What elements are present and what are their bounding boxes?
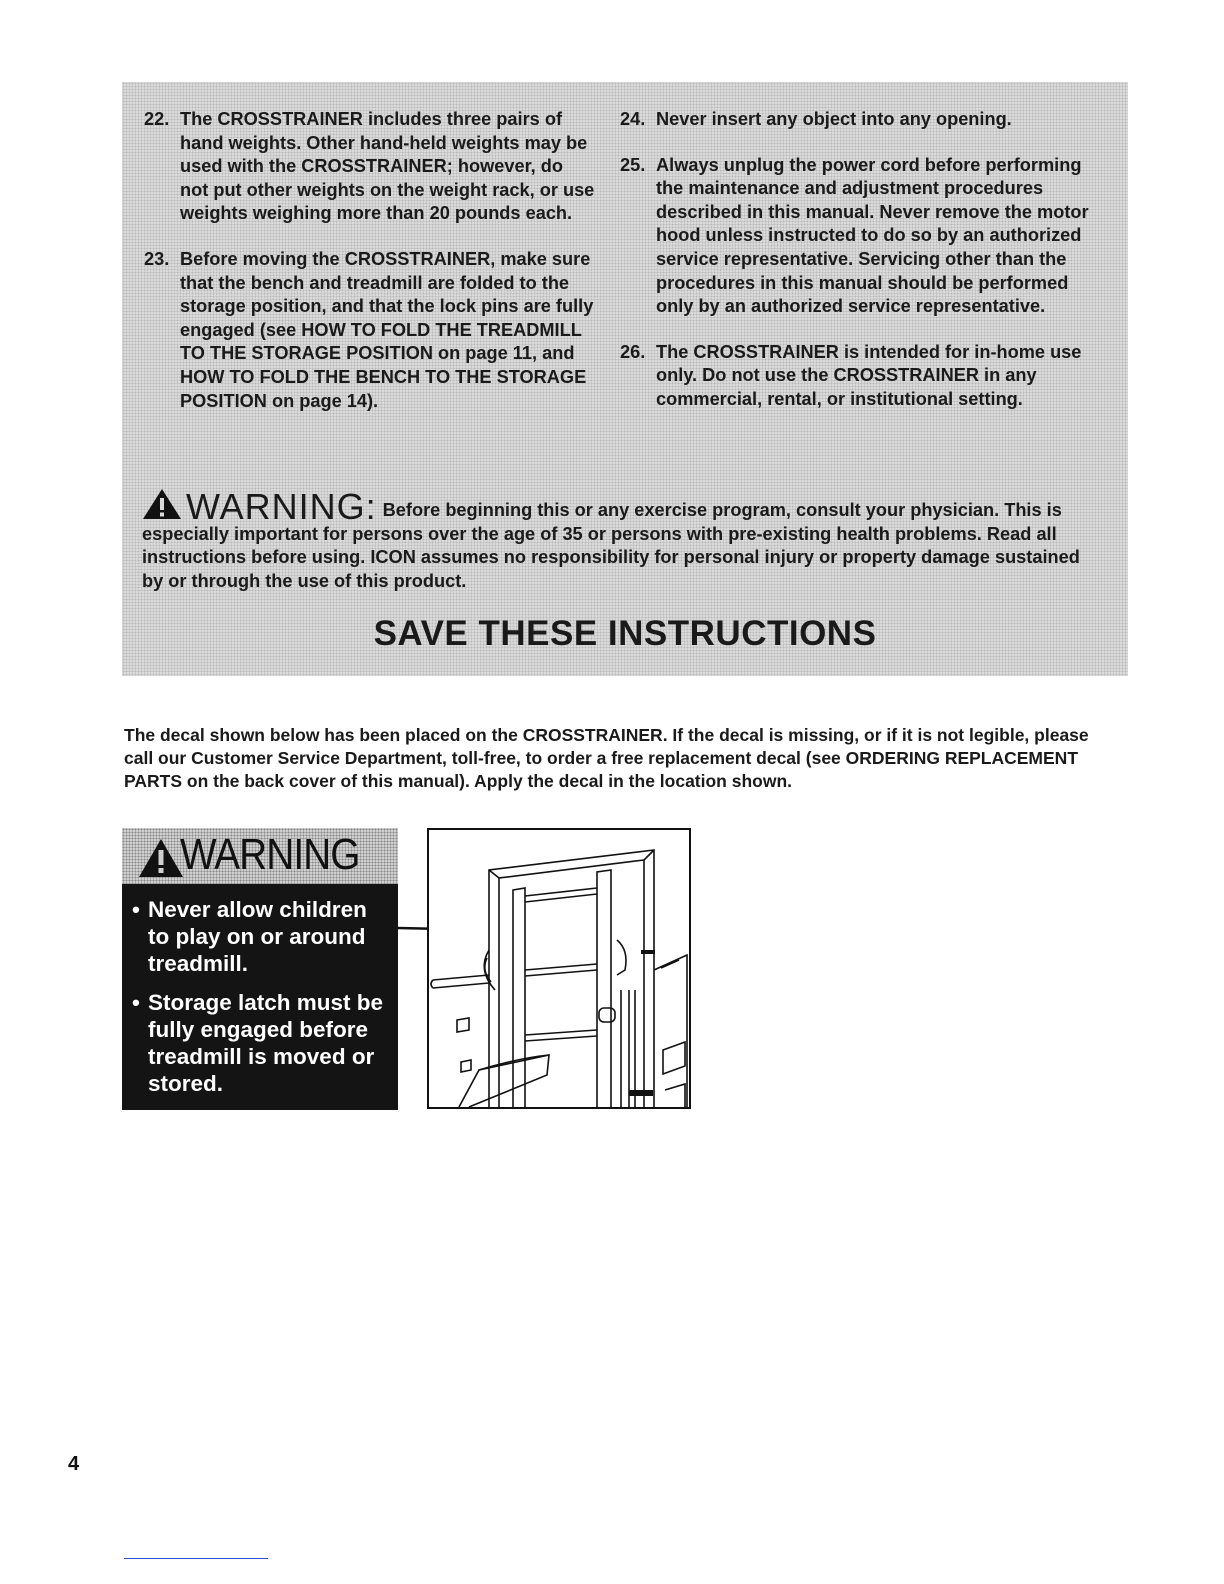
safety-list-right [620,108,1090,434]
decal-body [132,896,394,1109]
save-instructions-title: SAVE THESE INSTRUCTIONS [373,614,877,653]
item-text: Before moving the CROSSTRAINER, make sure that the bench and treadmill are folded to the storage position, and that the lock pins are fully engaged (see HOW TO FOLD THE TREADMILL TO THE STORAGE POSITION on page 11, and HOW TO FOLD THE BENCH TO THE STORAGE POSITION on page 14). [180,248,594,411]
footer-divider [124,1558,268,1559]
item-text: The CROSSTRAINER is intended for in-home use only. Do not use the CROSSTRAINER in any commercial, rental, or institutional setting. [656,341,1082,409]
decal-item-text: Never allow children to play on or around treadmill. [148,897,367,976]
list-item [620,341,1090,412]
decal-item [132,896,394,977]
safety-list-left [144,108,596,435]
warning-decal [122,828,398,1110]
warning-paragraph [142,488,1106,593]
item-number: 22. [144,109,170,129]
warning-heading: WARNING: [186,486,377,527]
item-number: 23. [144,248,170,269]
decal-item-text: Storage latch must be fully engaged before treadmill is moved or stored. [148,990,384,1096]
item-number: 25. [620,154,646,175]
page-number: 4 [68,1453,80,1475]
list-item [144,248,596,413]
item-text: Never insert any object into any opening. [656,109,1012,129]
decal-header [122,828,398,884]
item-text: The CROSSTRAINER includes three pairs of hand weights. Other hand-held weights may be used with the CROSSTRAINER; however, do not put other weights on the weight rack, or use weights weighing more than 20 pounds each. [180,109,595,224]
list-item [144,108,596,226]
crosstrainer-frame-drawing [429,830,689,1107]
warning-triangle-icon [138,838,184,878]
warning-text: Before beginning this or any exercise program, consult your physician. This is especially important for persons over the age of 35 or persons with pre-existing health problems. Read all instructions before using. ICON assumes no responsibility for personal injury or property damage sustained by or through the use of this product. [142,500,1080,591]
item-text: Always unplug the power cord before performing the maintenance and adjustment procedures described in this manual. Never remove the motor hood unless instructed to do so by an authorized service representative. Servicing other than the procedures in this manual should be performed only by an authorized service representative. [656,154,1089,317]
decal-item [132,989,394,1097]
list-item [620,154,1090,319]
crosstrainer-illustration [427,828,691,1109]
decal-title: WARNING [180,830,360,879]
warning-triangle-icon [142,488,182,520]
bullet-icon: • [132,897,140,922]
list-item [620,108,1090,132]
decal-intro-paragraph: The decal shown below has been placed on the CROSSTRAINER. If the decal is missing, or if it is not legible, please call our Customer Service Department, toll-free, to order a free replacement decal (see ORDERING REPLACEMENT PARTS on the back cover of this manual). Apply the decal in the location shown. [124,724,1089,792]
item-number: 24. [620,109,646,129]
bullet-icon: • [132,990,140,1015]
item-number: 26. [620,341,646,362]
